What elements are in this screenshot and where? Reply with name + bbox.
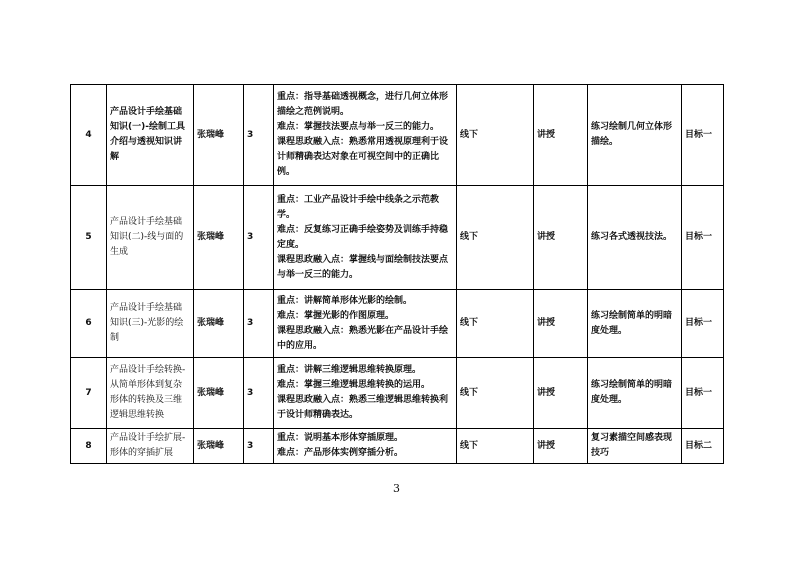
lesson-number: 6 — [71, 290, 107, 358]
table-row — [71, 429, 724, 464]
content-key-point: 重点：指导基础透视概念，进行几何立体形描绘之范例说明。 — [277, 92, 449, 117]
table-row — [71, 290, 724, 358]
homework: 练习绘制几何立体形描绘。 — [588, 85, 682, 186]
table-row — [71, 358, 724, 429]
course-goal: 目标一 — [682, 186, 724, 290]
content-ideology: 课程思政融入点：熟悉三维逻辑思维转换利于设计师精确表达。 — [277, 395, 449, 420]
lesson-hours: 3 — [244, 358, 274, 429]
course-goal: 目标一 — [682, 358, 724, 429]
teaching-mode: 线下 — [457, 85, 534, 186]
lesson-content — [274, 358, 457, 429]
content-difficulty: 难点：反复练习正确手绘姿势及训练手持稳定度。 — [277, 224, 449, 250]
content-difficulty: 难点：掌握三维逻辑思维转换的运用。 — [277, 380, 431, 390]
lesson-content — [274, 290, 457, 358]
teaching-mode: 线下 — [457, 429, 534, 464]
homework: 练习绘制简单的明暗度处理。 — [588, 358, 682, 429]
lesson-teacher: 张瑞峰 — [194, 85, 244, 186]
lesson-hours: 3 — [244, 186, 274, 290]
lesson-hours: 3 — [244, 85, 274, 186]
content-key-point: 重点：工业产品设计手绘中线条之示范教学。 — [277, 194, 440, 220]
teaching-mode: 线下 — [457, 186, 534, 290]
homework: 复习素描空间感表现技巧 — [588, 429, 682, 464]
teaching-method: 讲授 — [534, 290, 588, 358]
teaching-method: 讲授 — [534, 358, 588, 429]
lesson-teacher: 张瑞峰 — [194, 186, 244, 290]
lesson-topic: 产品设计手绘基础知识(二)-线与面的生成 — [107, 186, 194, 290]
lesson-content — [274, 429, 457, 464]
teaching-mode: 线下 — [457, 358, 534, 429]
lesson-teacher: 张瑞峰 — [194, 358, 244, 429]
lesson-number: 4 — [71, 85, 107, 186]
page-number: 3 — [393, 482, 400, 495]
lesson-content — [274, 186, 457, 290]
content-ideology: 课程思政融入点：熟悉光影在产品设计手绘中的应用。 — [277, 325, 449, 351]
content-difficulty: 难点：产品形体实例穿插分析。 — [277, 448, 404, 458]
content-key-point: 重点：讲解三维逻辑思维转换原理。 — [277, 365, 422, 375]
course-goal: 目标二 — [682, 429, 724, 464]
content-difficulty: 难点：掌握技法要点与举一反三的能力。 — [277, 122, 440, 132]
teaching-method: 讲授 — [534, 85, 588, 186]
course-schedule-table — [70, 84, 724, 464]
teaching-method: 讲授 — [534, 429, 588, 464]
course-goal: 目标一 — [682, 290, 724, 358]
lesson-topic: 产品设计手绘扩展-形体的穿插扩展 — [107, 429, 194, 464]
content-ideology: 课程思政融入点：熟悉常用透视原理利于设计师精确表达对象在可视空间中的正确比例。 — [277, 137, 449, 177]
table-row — [71, 85, 724, 186]
lesson-teacher: 张瑞峰 — [194, 290, 244, 358]
content-key-point: 重点：讲解简单形体光影的绘制。 — [277, 295, 413, 306]
content-difficulty: 难点：掌握光影的作图原理。 — [277, 310, 395, 321]
lesson-number: 7 — [71, 358, 107, 429]
course-goal: 目标一 — [682, 85, 724, 186]
lesson-topic: 产品设计手绘基础知识(三)-光影的绘制 — [107, 290, 194, 358]
lesson-hours: 3 — [244, 429, 274, 464]
homework: 练习绘制简单的明暗度处理。 — [588, 290, 682, 358]
homework: 练习各式透视技法。 — [588, 186, 682, 290]
lesson-teacher: 张瑞峰 — [194, 429, 244, 464]
lesson-number: 5 — [71, 186, 107, 290]
lesson-hours: 3 — [244, 290, 274, 358]
lesson-content — [274, 85, 457, 186]
teaching-method: 讲授 — [534, 186, 588, 290]
teaching-mode: 线下 — [457, 290, 534, 358]
content-ideology: 课程思政融入点：掌握线与面绘制技法要点与举一反三的能力。 — [277, 254, 449, 280]
content-key-point: 重点：说明基本形体穿插原理。 — [277, 433, 404, 443]
lesson-topic: 产品设计手绘基础知识(一)-绘制工具介绍与透视知识讲解 — [107, 85, 194, 186]
lesson-number: 8 — [71, 429, 107, 464]
table-row — [71, 186, 724, 290]
lesson-topic: 产品设计手绘转换-从简单形体到复杂形体的转换及三维逻辑思维转换 — [107, 358, 194, 429]
